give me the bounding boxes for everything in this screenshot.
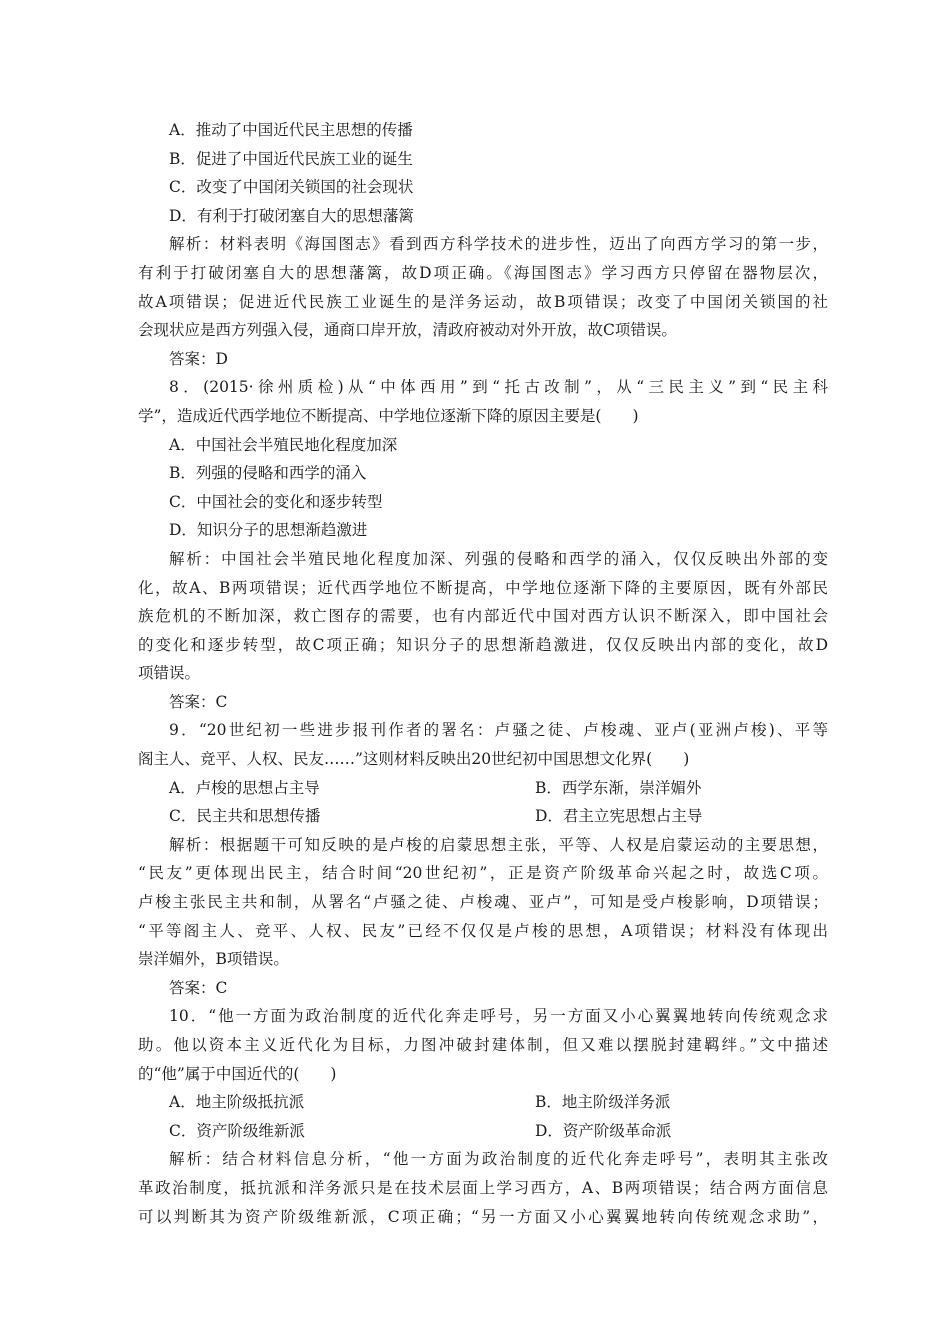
q10-analysis-line: 可以判断其为资产阶级维新派，C项正确；“另一方面又小心翼翼地转向传统观念求助”，	[138, 1207, 828, 1226]
q9-option-a: A．卢梭的思想占主导	[169, 778, 320, 797]
q8-answer: 答案：C	[169, 692, 228, 711]
q8-option-d: D．知识分子的思想渐趋激进	[169, 521, 368, 540]
q8-analysis-line: 化，故A、B两项错误；近代西学地位不断提高，中学地位逐渐下降的主要原因，既有外部民	[138, 578, 828, 597]
q8-option-b: B．列强的侵略和西学的涌入	[169, 464, 367, 483]
q8-option-c: C．中国社会的变化和逐步转型	[169, 492, 383, 511]
q9-analysis-line: 崇洋媚外，B项错误。	[138, 950, 289, 969]
q10-analysis-line: 解析：结合材料信息分析，“他一方面为政治制度的近代化奔走呼号”，表明其主张改	[169, 1150, 828, 1169]
q7-option-a: A．推动了中国近代民主思想的传播	[169, 121, 413, 139]
q7-answer: 答案：D	[169, 349, 228, 368]
q10-stem-line: 助。他以资本主义近代化为目标，力图冲破封建体制，但又难以摆脱封建羁绊。”文中描述	[138, 1036, 828, 1054]
q8-stem-line: 8．(2015·徐州质检)从“中体西用”到“托古改制”，从“三民主义”到“民主科	[169, 378, 828, 397]
q9-analysis-line: “民友”更体现出民主，结合时间“20世纪初”，正是资产阶级革命兴起之时，故选C项。	[138, 864, 828, 883]
q10-stem-line: 10．“他一方面为政治制度的近代化奔走呼号，另一方面又小心翼翼地转向传统观念求	[169, 1007, 828, 1026]
q7-analysis-line: 故A项错误；促进近代民族工业诞生的是洋务运动，故B项错误；改变了中国闭关锁国的社	[138, 292, 828, 311]
q9-analysis-line: 解析：根据题干可知反映的是卢梭的启蒙思想主张，平等、人权是启蒙运动的主要思想，	[169, 835, 828, 854]
q7-analysis-line: 有利于打破闭塞自大的思想藩篱，故D项正确。《海国图志》学习西方只停留在器物层次，	[138, 263, 828, 282]
q8-analysis-line: 解析：中国社会半殖民地化程度加深、列强的侵略和西学的涌入，仅仅反映出外部的变	[169, 549, 828, 568]
q10-option-c: C．资产阶级维新派	[169, 1121, 305, 1140]
q9-option-c: C．民主共和思想传播	[169, 807, 321, 826]
q9-stem-line: 阁主人、竞平、人权、民友……”这则材料反映出20世纪初中国思想文化界( )	[138, 750, 690, 769]
q9-options-row	[138, 774, 828, 803]
q9-option-b: B．西学东渐，崇洋媚外	[535, 778, 702, 797]
q10-stem-line: 的“他”属于中国近代的( )	[138, 1064, 337, 1083]
q7-option-b: B．促进了中国近代民族工业的诞生	[169, 149, 413, 168]
q8-option-a: A．中国社会半殖民地化程度加深	[169, 435, 398, 454]
q7-analysis-line: 解析：材料表明《海国图志》看到西方科学技术的进步性，迈出了向西方学习的第一步，	[169, 235, 828, 254]
q9-analysis-line: 卢梭主张民主共和制，从署名“卢骚之徒、卢梭魂、亚卢”，可知是受卢梭影响，D项错误；	[138, 893, 828, 912]
q10-option-d: D．资产阶级革命派	[535, 1121, 672, 1140]
q10-option-b: B．地主阶级洋务派	[535, 1093, 671, 1112]
q10-option-a: A．地主阶级抵抗派	[169, 1093, 305, 1112]
document-page	[138, 116, 828, 1231]
q8-analysis-line: 族危机的不断加深，救亡图存的需要，也有内部近代中国对西方认识不断深入，即中国社会	[138, 607, 828, 626]
q10-options-row	[138, 1088, 828, 1117]
q9-option-d: D．君主立宪思想占主导	[535, 807, 703, 826]
q10-options-row	[138, 1117, 828, 1146]
q8-analysis-line: 项错误。	[138, 664, 201, 683]
q8-analysis-line: 的变化和逐步转型，故C项正确；知识分子的思想渐趋激进，仅仅反映出内部的变化，故D	[138, 635, 828, 654]
q9-analysis-line: “平等阁主人、竞平、人权、民友”已经不仅仅是卢梭的思想，A项错误；材料没有体现出	[138, 921, 828, 940]
q9-answer: 答案：C	[169, 978, 228, 997]
q7-option-c: C．改变了中国闭关锁国的社会现状	[169, 178, 414, 197]
q10-analysis-line: 革政治制度，抵抗派和洋务派只是在技术层面上学习西方，A、B两项错误；结合两方面信息	[138, 1178, 828, 1197]
q7-analysis-line: 会现状应是西方列强入侵，通商口岸开放，清政府被动对外开放，故C项错误。	[138, 321, 677, 340]
q7-option-d: D．有利于打破闭塞自大的思想藩篱	[169, 206, 414, 225]
q8-stem-line: 学”，造成近代西学地位不断提高、中学地位逐渐下降的原因主要是( )	[138, 406, 639, 425]
q9-stem-line: 9．“20世纪初一些进步报刊作者的署名：卢骚之徒、卢梭魂、亚卢(亚洲卢梭)、平等	[169, 721, 828, 740]
q9-options-row	[138, 802, 828, 831]
